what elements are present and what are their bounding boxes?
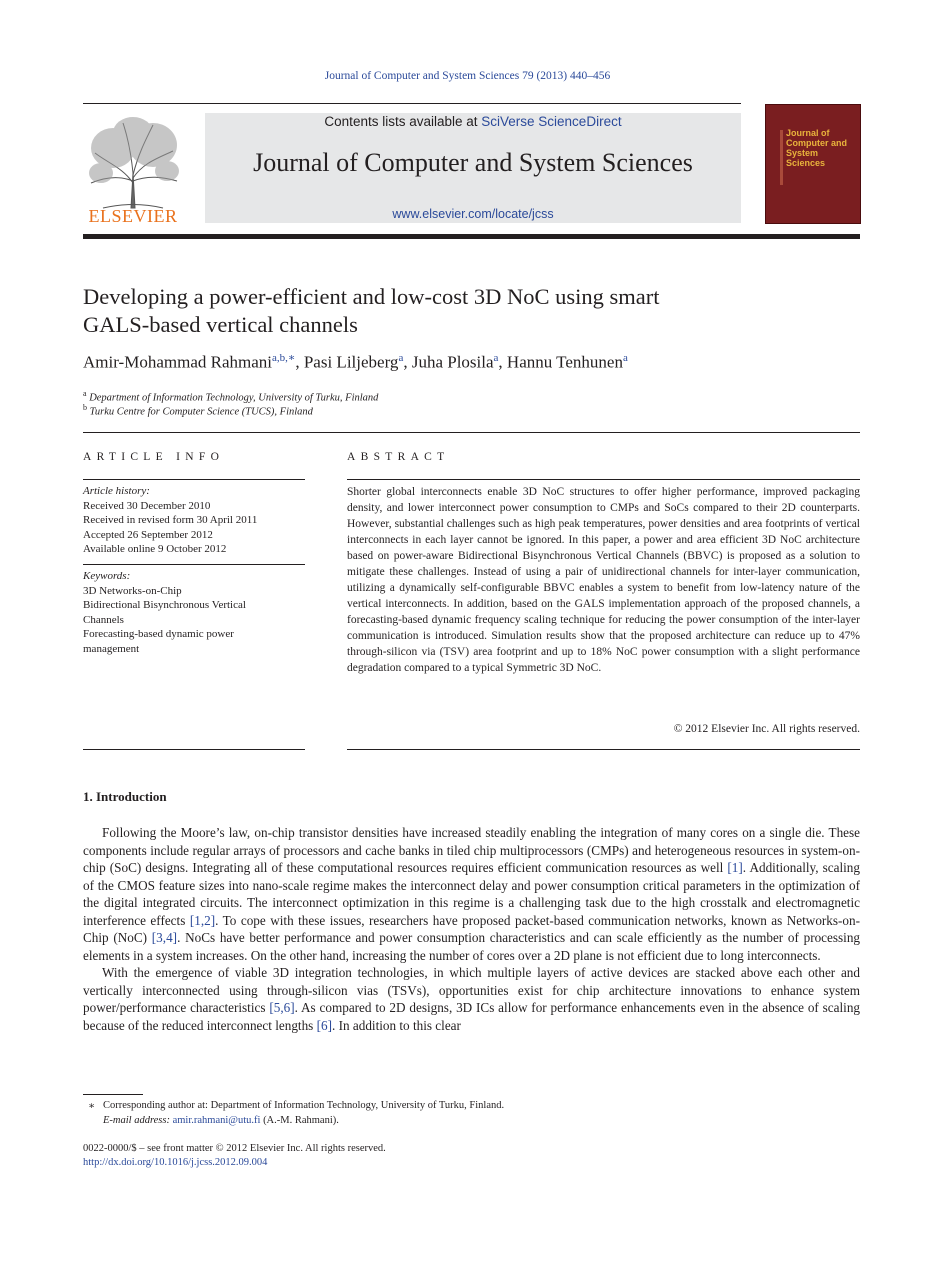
- article-title: [83, 283, 843, 339]
- email-line: [103, 1115, 339, 1126]
- elsevier-wordmark: ELSEVIER: [88, 206, 178, 226]
- email-label: E-mail address:: [103, 1115, 170, 1126]
- cover-accent-bar: [780, 130, 783, 185]
- text-run: . In addition to this clear: [332, 1017, 461, 1033]
- text-run: . Additionally, scaling of the CMOS feature sizes into nano-scale regime makes the interconnect delay and power consumption critical parameters in the optimization of the digital integrated circuits. The interconnect optimization in this regime is a challenging task due to the high crosstalk and electromagnetic interference effects: [83, 860, 860, 928]
- text-run: Following the Moore’s law, on-chip transistor densities have increased steadily enabling the integration of many cores on a single die. These components include regular arrays of processors and cache banks in tiled chip multiprocessors (CMPs) and heterogeneous resources in system-on-chip (SoC) designs. Integrating all of these computational resources requires efficient communication resources as well: [83, 825, 860, 875]
- affiliation-text: Turku Centre for Computer Science (TUCS), Finland: [89, 406, 313, 418]
- text-run: . As compared to 2D designs, 3D ICs allow for performance enhancements even in the absence of scaling because of the reduced interconnect lengths: [83, 1000, 861, 1033]
- text-run: . NoCs have better performance and power consumption characteristics and can scale efficiently as the number of processing elements in a system increases. On the other hand, increasing the number of cores over a 2D plane is not efficient due to long interconnects.: [83, 930, 861, 963]
- history-label: Article history:: [83, 485, 150, 497]
- keywords-label: Keywords:: [83, 570, 131, 582]
- affiliation-label: b: [83, 403, 87, 412]
- citation-link[interactable]: [6]: [316, 1017, 332, 1033]
- affiliation: [83, 389, 378, 404]
- section-rule: [83, 432, 860, 433]
- citation-link[interactable]: [5,6]: [269, 1000, 295, 1015]
- keyword: Forecasting-based dynamic power: [83, 628, 234, 640]
- citation-link[interactable]: [3,4]: [151, 930, 178, 945]
- email-suffix: (A.-M. Rahmani).: [263, 1115, 339, 1126]
- introduction-heading: 1. Introduction: [83, 789, 167, 804]
- abstract-text: Shorter global interconnects enable 3D NoC structures to offer higher performance, improved packaging density, and lower interconnect power consumption to CMPs and SoCs compared to their 2D counterparts. However, substantial challenges such as high peak temperatures, power densities and area footprints of vertical interconnects in each layer cannot be ignored. In this paper, a power and area efficient 3D NoC architecture based on power-aware Bidirectional Bisynchronous Vertical Channels (BBVC) is proposed as a solution to mitigate these challenges. Instead of using a pair of unidirectional channels for inter-layer communication, utilizing a dynamically self-configurable BBVC enables a system to benefit from low-latency nature of the vertical interconnects. In addition, based on the GALS implementation approach of the proposed channels, a forecasting-based dynamic frequency scaling technique for reducing the power consumption of the inter-layer communication is introduced. Simulation results show that the proposed architecture can reduce up to 47% through-silicon via (TSV) area footprint and up to 18% NoC power consumption with a slight performance degradation compared to a typical Symmetric 3D NoC.: [347, 486, 860, 674]
- corresponding-author-note: Corresponding author at: Department of Information Technology, University of Turku, Finland.: [103, 1100, 505, 1111]
- author-list: Amir-Mohammad Rahmani$^{a,b,∗}$, Pasi Liljeberg$^a$, Juha Plosila$^a$, Hannu Tenhunen$^a$: [83, 352, 628, 372]
- history-item: Accepted 26 September 2012: [83, 528, 213, 541]
- journal-title: Journal of Computer and System Sciences: [253, 148, 693, 177]
- sciencedirect-link[interactable]: SciVerse ScienceDirect: [481, 114, 622, 129]
- header-thick-rule: [83, 234, 860, 239]
- author-affil-ref[interactable]: a: [622, 352, 628, 364]
- citation-link[interactable]: [1]: [727, 860, 743, 875]
- author-name: Hannu Tenhunen: [506, 352, 623, 372]
- contents-prefix: Contents lists available at: [324, 114, 482, 129]
- abstract-heading: ABSTRACT: [347, 451, 450, 463]
- abstract-rule: [347, 479, 860, 480]
- history-item: Received 30 December 2010: [83, 499, 211, 512]
- header-rule: [83, 103, 741, 104]
- author-affil-ref[interactable]: a,b,∗: [271, 352, 296, 364]
- keywords-rule: [83, 564, 305, 565]
- affiliation-label: a: [83, 389, 87, 398]
- article-info-rule: [83, 479, 305, 480]
- keyword: management: [83, 642, 140, 655]
- abstract-bottom-rule: [347, 749, 860, 750]
- introduction-body: [83, 824, 860, 1034]
- doi-link[interactable]: http://dx.doi.org/10.1016/j.jcss.2012.09.004: [83, 1157, 268, 1168]
- title-line-1: Developing a power-efficient and low-cost 3D NoC using smart: [83, 284, 660, 309]
- article-history: [83, 484, 305, 557]
- author-affil-ref[interactable]: a: [398, 352, 404, 364]
- text-run: With the emergence of viable 3D integration technologies, in which multiple layers of active devices are stacked above each other and vertically interconnected using through-silicon vias (TSVs), opportunities exist for chip architecture innovations to enhance system power/performance characteristics: [83, 965, 860, 1015]
- paragraph: [83, 824, 860, 964]
- author-name: Pasi Liljeberg: [303, 352, 399, 372]
- paragraph: [83, 964, 860, 1034]
- author-name: Amir-Mohammad Rahmani: [83, 352, 272, 372]
- cover-title: Journal of Computer and System Sciences: [786, 128, 848, 168]
- contents-line: [205, 114, 741, 129]
- author-affil-ref[interactable]: a: [493, 352, 499, 364]
- history-item: Received in revised form 30 April 2011: [83, 514, 258, 526]
- author-name: Juha Plosila: [411, 352, 494, 372]
- text-run: . To cope with these issues, researchers have proposed packet-based communication networks, known as Networks-on-Chip (NoC): [83, 912, 861, 945]
- email-link[interactable]: amir.rahmani@utu.fi: [172, 1115, 261, 1126]
- keywords: [83, 569, 305, 656]
- affiliation-text: Department of Information Technology, University of Turku, Finland: [89, 392, 379, 404]
- footnote-rule: [83, 1094, 143, 1095]
- citation-link[interactable]: [1,2]: [189, 912, 216, 928]
- history-item: Available online 9 October 2012: [83, 543, 227, 555]
- journal-url-link[interactable]: www.elsevier.com/locate/jcss: [392, 207, 554, 221]
- title-line-2: GALS-based vertical channels: [83, 312, 358, 337]
- journal-citation[interactable]: Journal of Computer and System Sciences 79 (2013) 440–456: [324, 70, 611, 82]
- footnote-star: ∗: [88, 1101, 96, 1112]
- abstract-copyright: © 2012 Elsevier Inc. All rights reserved.: [673, 723, 860, 735]
- front-matter: 0022-0000/$ – see front matter © 2012 Elsevier Inc. All rights reserved.: [83, 1143, 386, 1154]
- keyword: Channels: [83, 613, 124, 626]
- article-info-bottom-rule: [83, 749, 305, 750]
- article-info-heading: ARTICLE INFO: [83, 451, 225, 463]
- affiliation: [83, 403, 313, 418]
- keyword: Bidirectional Bisynchronous Vertical: [83, 599, 246, 611]
- keyword: 3D Networks-on-Chip: [83, 584, 182, 597]
